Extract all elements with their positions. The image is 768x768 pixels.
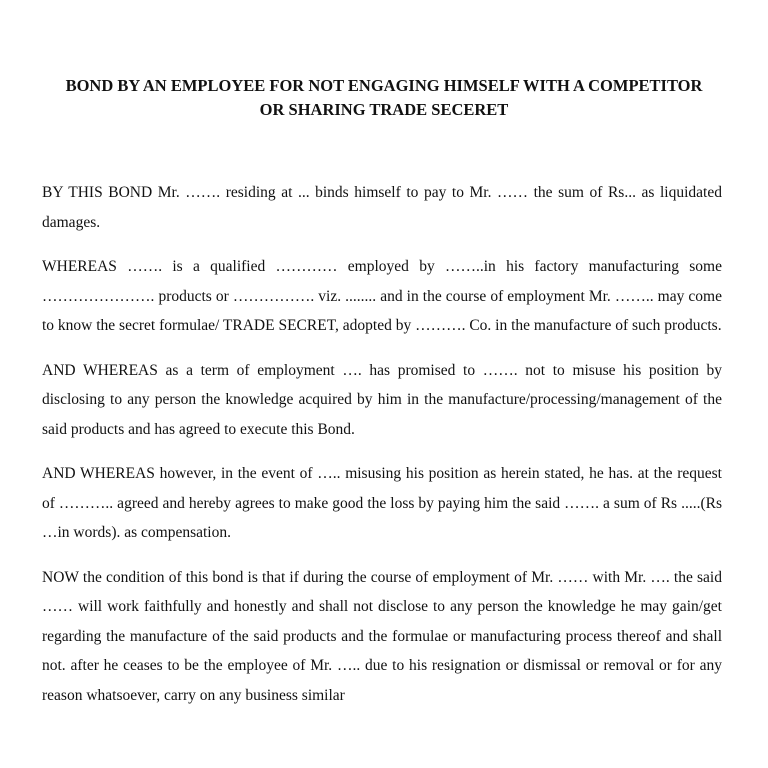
document-body (42, 178, 722, 725)
paragraph-whereas-term: AND WHEREAS as a term of employment …. has promised to ……. not to misuse his position by disclosing to any person the knowledge acquired by him in the manufacture/processing/management of the said products and has agreed to execute this Bond. (42, 361, 722, 438)
paragraph-bond-intro: BY THIS BOND Mr. ……. residing at ... binds himself to pay to Mr. …… the sum of Rs... as liquidated damages. (42, 184, 722, 231)
title-line-1: BOND BY AN EMPLOYEE FOR NOT ENGAGING HIMSELF WITH A COMPETITOR (65, 76, 703, 95)
paragraph-condition: NOW the condition of this bond is that if during the course of employment of Mr. …… with Mr. …. the said …… will work faithfully and honestly and shall not disclose to any person the knowledge he may gain/get regarding the manufacture of the said products and the formulae or manufacturing process thereof and shall not. after he ceases to be the employee of Mr. ….. due to his resignation or dismissal or removal or for any reason whatsoever, carry on any business similar (42, 568, 722, 704)
paragraph-whereas-compensation: AND WHEREAS however, in the event of ….. misusing his position as herein stated, he has. at the request of ……….. agreed and hereby agrees to make good the loss by paying him the said ……. a sum of Rs .....(Rs …in words). as compensation. (42, 465, 722, 541)
paragraph-whereas-qualified: WHEREAS ……. is a qualified ………… employed by ……..in his factory manufacturing some …………………. products or ……………. viz. ........ and in the course of employment Mr. …….. may come to know the secret formulae/ TRADE SECRET, adopted by ………. Co. in the manufacture of such products. (42, 258, 722, 334)
title-line-2: OR SHARING TRADE SECERET (259, 100, 509, 119)
document-title (30, 74, 738, 122)
